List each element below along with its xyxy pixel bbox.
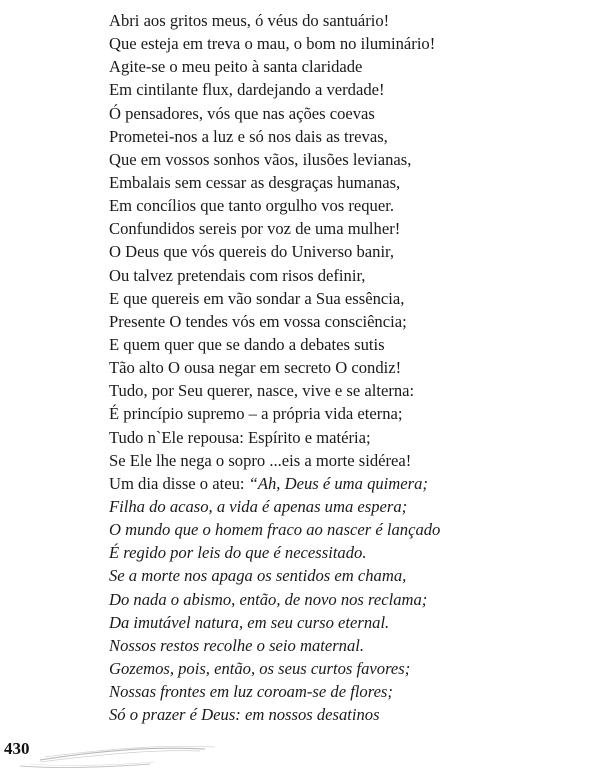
page-footer <box>0 738 300 770</box>
poem-line-text: Se a morte nos apaga os sentidos em chama, <box>109 566 407 586</box>
poem-line <box>109 472 579 495</box>
poem-line-text: Em cintilante flux, dardejando a verdade! <box>109 80 385 100</box>
poem-line-text: Um dia disse o ateu: <box>109 473 249 493</box>
poem-line-text: É princípio supremo – a própria vida eterna; <box>109 404 403 424</box>
poem-line <box>109 78 579 101</box>
poem-line-text: E que quereis em vão sondar a Sua essência, <box>109 288 405 308</box>
poem-line-text: Se Ele lhe nega o sopro ...eis a morte sidérea! <box>109 450 412 470</box>
poem-line-text: Nossos restos recolhe o seio maternal. <box>109 635 365 655</box>
poem-line <box>109 449 579 472</box>
poem-line-text: Nossas frontes em luz coroam-se de flores; <box>109 682 393 702</box>
poem-line <box>109 125 579 148</box>
page-number: 430 <box>4 739 30 758</box>
poem-line <box>109 518 579 541</box>
poem-line-text: Que em vossos sonhos vãos, ilusões levianas, <box>109 149 412 169</box>
poem-line <box>109 240 579 263</box>
poem-line <box>109 356 579 379</box>
poem-line <box>109 194 579 217</box>
poem-line <box>109 703 579 726</box>
poem-line <box>109 171 579 194</box>
poem-line-text: Confundidos sereis por voz de uma mulher! <box>109 219 401 239</box>
poem-line-text: O Deus que vós quereis do Universo banir, <box>109 242 395 262</box>
poem-line-text: É regido por leis do que é necessitado. <box>109 543 367 563</box>
poem-line <box>109 657 579 680</box>
poem-line-text: Presente O tendes vós em vossa consciência; <box>109 311 407 331</box>
poem-line <box>109 495 579 518</box>
poem-line-text: Ou talvez pretendais com risos definir, <box>109 265 366 285</box>
poem-line-text: E quem quer que se dando a debates sutis <box>109 334 385 354</box>
poem-line-text: Do nada o abismo, então, de novo nos reclama; <box>109 589 428 609</box>
poem-line <box>109 287 579 310</box>
poem-line <box>109 564 579 587</box>
poem-line <box>109 217 579 240</box>
decorative-swoosh-icon <box>0 738 300 770</box>
poem-line <box>109 333 579 356</box>
poem-line-text: Que esteja em treva o mau, o bom no iluminário! <box>109 34 436 54</box>
poem-line <box>109 32 579 55</box>
poem-line <box>109 680 579 703</box>
poem-line-text: Tudo, por Seu querer, nasce, vive e se alterna: <box>109 381 415 401</box>
poem-line-text: Tão alto O ousa negar em secreto O condiz! <box>109 358 402 378</box>
poem-line <box>109 310 579 333</box>
poem-line-text: Em concílios que tanto orgulho vos requer. <box>109 196 394 216</box>
poem-line <box>109 588 579 611</box>
poem-line <box>109 379 579 402</box>
poem-line-text: Ó pensadores, vós que nas ações coevas <box>109 103 375 123</box>
poem-line-text: Tudo n`Ele repousa: Espírito e matéria; <box>109 427 371 447</box>
poem-line <box>109 9 579 32</box>
poem-line-text: Filha do acaso, a vida é apenas uma espera; <box>109 496 408 516</box>
poem-line-text: Embalais sem cessar as desgraças humanas, <box>109 172 401 192</box>
poem-line-text: Prometei-nos a luz e só nos dais as trevas, <box>109 126 388 146</box>
poem-line <box>109 541 579 564</box>
poem-line-text: Gozemos, pois, então, os seus curtos favores; <box>109 658 411 678</box>
poem-line-text: Abri aos gritos meus, ó véus do santuário! <box>109 11 390 30</box>
poem-line <box>109 634 579 657</box>
poem-line <box>109 611 579 634</box>
poem-line <box>109 402 579 425</box>
poem-line <box>109 148 579 171</box>
poem-line-text: O mundo que o homem fraco ao nascer é lançado <box>109 520 441 540</box>
poem-line <box>109 102 579 125</box>
poem-line-text: Agite-se o meu peito à santa claridade <box>109 57 363 77</box>
poem-text-block <box>109 9 579 726</box>
poem-line-italic-tail: “Ah, Deus é uma quimera; <box>248 473 428 493</box>
poem-line-text: Só o prazer é Deus: em nossos desatinos <box>109 705 380 725</box>
poem-line-text: Da imutável natura, em seu curso eternal. <box>109 612 390 632</box>
poem-line <box>109 426 579 449</box>
poem-line <box>109 55 579 78</box>
poem-line <box>109 264 579 287</box>
